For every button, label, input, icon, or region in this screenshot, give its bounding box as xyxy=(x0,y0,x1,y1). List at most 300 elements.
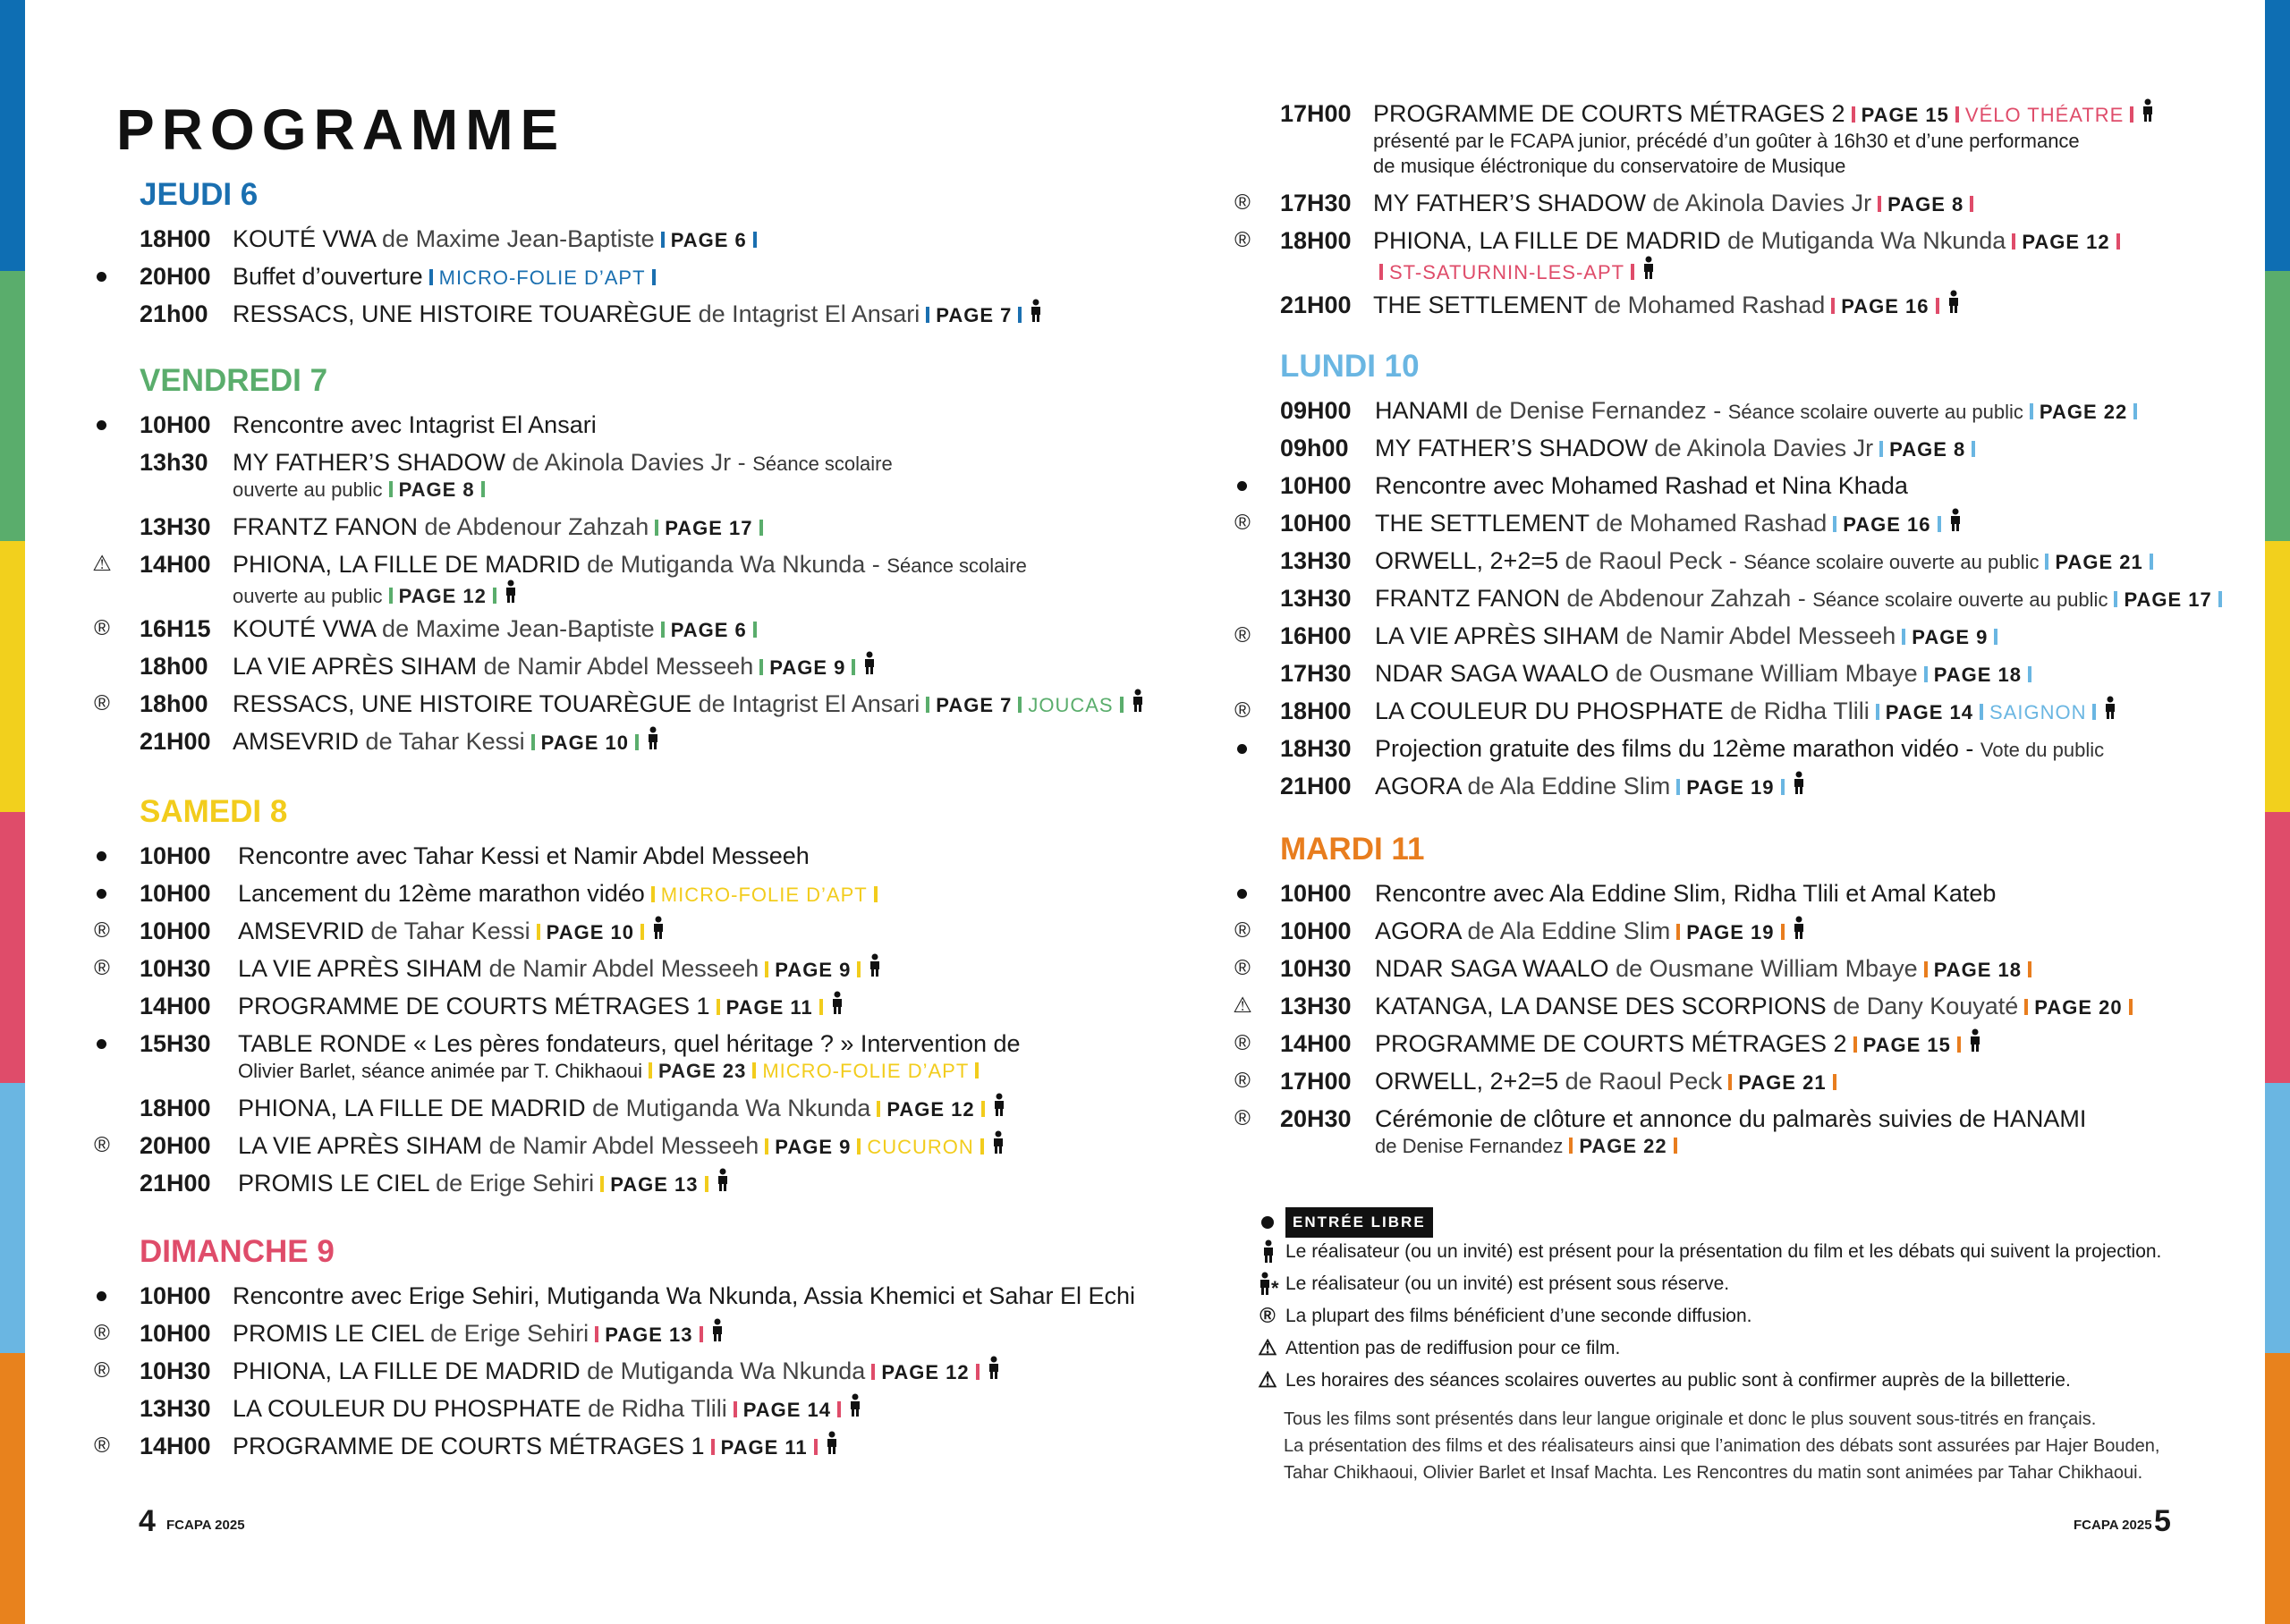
event-body xyxy=(1375,621,2004,653)
event-title: PROMIS LE CIEL xyxy=(238,1170,429,1197)
time-label: 18H00 xyxy=(140,225,211,252)
time-label: 13H30 xyxy=(140,513,211,540)
page-ref: PAGE 23 xyxy=(658,1060,747,1082)
director-present-icon xyxy=(1030,299,1042,331)
rebroadcast-icon: ® xyxy=(1234,1069,1251,1093)
separator-bar xyxy=(1936,298,1939,314)
time-label: 13H30 xyxy=(140,1395,211,1422)
time-label: 21H00 xyxy=(1280,773,1352,799)
event-director: de Intagrist El Ansari xyxy=(698,690,920,717)
page-ref: PAGE 6 xyxy=(670,229,747,251)
time-label: 21H00 xyxy=(140,728,211,755)
director-present-icon xyxy=(652,916,665,948)
event-body xyxy=(1375,878,1996,909)
separator-bar xyxy=(852,659,855,675)
time-label: 10H30 xyxy=(140,1358,211,1384)
time-label: 18H00 xyxy=(140,1095,211,1121)
event-title: AGORA xyxy=(1375,773,1462,799)
event-title: Lancement du 12ème marathon vidéo xyxy=(238,880,645,907)
time-label: 10H00 xyxy=(140,842,211,869)
separator-bar xyxy=(2045,554,2048,570)
event-title: PHIONA, LA FILLE DE MADRID xyxy=(238,1095,586,1121)
director-maybe-icon xyxy=(1257,1272,1278,1301)
separator-bar xyxy=(1957,1036,1961,1053)
page-ref: PAGE 9 xyxy=(769,656,846,679)
director-present-icon xyxy=(1949,508,1962,540)
event-body xyxy=(238,916,665,948)
event-title: Rencontre avec Mohamed Rashad et Nina Khada xyxy=(1375,472,1908,499)
stripe-segment xyxy=(0,1353,25,1624)
separator-bar xyxy=(2129,999,2133,1015)
separator-bar xyxy=(717,999,720,1015)
director-present-icon xyxy=(2104,696,2116,728)
page-ref: PAGE 9 xyxy=(775,959,852,981)
event-title: THE SETTLEMENT xyxy=(1373,292,1588,318)
page-title: PROGRAMME xyxy=(116,97,566,162)
separator-bar xyxy=(481,481,485,497)
warning-icon: ⚠ xyxy=(1258,1368,1277,1392)
separator-bar xyxy=(1728,1074,1732,1090)
day-heading: JEUDI 6 xyxy=(140,177,259,212)
event-title: Rencontre avec Tahar Kessi et Namir Abdel Messeeh xyxy=(238,842,810,869)
event-title: LA VIE APRÈS SIHAM xyxy=(1375,622,1620,649)
page-ref: PAGE 22 xyxy=(2039,401,2128,423)
page-ref: PAGE 17 xyxy=(665,517,753,539)
time-label: 18H00 xyxy=(1280,698,1352,724)
event-title: PHIONA, LA FILLE DE MADRID xyxy=(1373,227,1721,254)
legend-text: ENTRÉE LIBRE xyxy=(1285,1207,1433,1238)
left-color-stripe xyxy=(0,0,25,1624)
legend-text: Attention pas de rediffusion pour ce film. xyxy=(1285,1338,1621,1358)
event-title: Rencontre avec Intagrist El Ansari xyxy=(233,411,597,438)
event-director: de Akinola Davies Jr xyxy=(1654,435,1874,461)
day-heading: VENDREDI 7 xyxy=(140,363,328,398)
event-title: Projection gratuite des films du 12ème marathon vidéo - xyxy=(1375,735,1974,762)
time-label: 14H00 xyxy=(140,1433,211,1459)
stripe-segment xyxy=(2265,541,2290,812)
event-director: de Raoul Peck xyxy=(1565,1068,1723,1095)
page-ref: PAGE 10 xyxy=(546,921,634,943)
separator-bar xyxy=(389,588,393,604)
time-label: 21H00 xyxy=(140,1170,211,1197)
event-body xyxy=(1375,991,2139,1023)
time-label: 20H00 xyxy=(140,263,211,290)
event-body xyxy=(1375,1066,1843,1098)
separator-bar xyxy=(1833,1074,1836,1090)
event-title: AMSEVRID xyxy=(238,918,365,944)
separator-bar xyxy=(2133,403,2137,419)
rebroadcast-icon: ® xyxy=(94,1133,110,1157)
event-title: FRANTZ FANON xyxy=(233,513,418,540)
event-body xyxy=(233,261,662,293)
separator-bar xyxy=(1924,666,1928,682)
event-director: de Akinola Davies Jr xyxy=(1652,190,1872,216)
right-color-stripe xyxy=(2265,0,2290,1624)
event-body xyxy=(233,549,1027,581)
separator-bar xyxy=(1853,1036,1857,1053)
page-ref: PAGE 13 xyxy=(610,1173,699,1196)
event-title: MY FATHER’S SHADOW xyxy=(1373,190,1647,216)
event-note: Séance scolaire ouverte au public xyxy=(1812,588,2108,611)
separator-bar xyxy=(2114,591,2117,607)
legend-text: Le réalisateur (ou un invité) est présent sous réserve. xyxy=(1285,1273,1730,1294)
page-ref: PAGE 6 xyxy=(670,619,747,641)
event-title: TABLE RONDE « Les pères fondateurs, quel héritage ? » Intervention de xyxy=(238,1030,1021,1057)
page-ref: PAGE 7 xyxy=(936,694,1013,716)
separator-bar xyxy=(2092,704,2096,720)
director-present-icon xyxy=(1793,916,1805,948)
page-ref: PAGE 21 xyxy=(1738,1071,1827,1094)
event-body xyxy=(1375,771,1805,803)
rebroadcast-icon: ® xyxy=(94,1321,110,1345)
separator-bar xyxy=(595,1326,598,1342)
event-body xyxy=(1375,508,1962,540)
time-label: 20H30 xyxy=(1280,1105,1352,1132)
rebroadcast-icon: ® xyxy=(1234,190,1251,215)
event-body xyxy=(233,447,893,479)
event-title: Rencontre avec Ala Eddine Slim, Ridha Tlili et Amal Kateb xyxy=(1375,880,1997,907)
warning-icon: ⚠ xyxy=(1233,994,1252,1018)
day-heading: SAMEDI 8 xyxy=(140,794,288,829)
director-present-icon xyxy=(992,1130,1005,1163)
event-title: MY FATHER’S SHADOW xyxy=(233,449,506,476)
time-label: 10H00 xyxy=(140,880,211,907)
event-title: KOUTÉ VWA xyxy=(233,615,376,642)
page-ref: PAGE 20 xyxy=(2034,996,2123,1019)
event-continuation xyxy=(1373,129,2080,154)
separator-bar xyxy=(1852,106,1855,123)
event-title: LA VIE APRÈS SIHAM xyxy=(233,653,478,680)
separator-bar xyxy=(837,1401,841,1417)
separator-bar xyxy=(976,1364,980,1380)
page-ref: PAGE 14 xyxy=(742,1399,832,1421)
event-director: de Ala Eddine Slim xyxy=(1467,918,1671,944)
stripe-segment xyxy=(0,1083,25,1354)
event-director: de Maxime Jean-Baptiste xyxy=(382,225,655,252)
separator-bar xyxy=(926,307,929,323)
event-title: LA COULEUR DU PHOSPHATE xyxy=(233,1395,581,1422)
event-body xyxy=(1375,1104,2086,1134)
event-continuation xyxy=(1373,256,1655,285)
separator-bar xyxy=(1972,441,1975,457)
separator-bar xyxy=(1676,924,1680,940)
rebroadcast-icon: ® xyxy=(1234,918,1251,943)
separator-bar xyxy=(711,1439,715,1455)
director-present-icon xyxy=(1947,290,1960,322)
director-present-icon xyxy=(831,991,844,1023)
separator-bar xyxy=(661,232,665,248)
event-title: MY FATHER’S SHADOW xyxy=(1375,435,1649,461)
page-ref: PAGE 9 xyxy=(1912,626,1989,648)
rebroadcast-icon: ® xyxy=(1234,511,1251,535)
page-ref: PAGE 8 xyxy=(1889,438,1966,461)
separator-bar xyxy=(734,1401,737,1417)
separator-bar xyxy=(814,1439,818,1455)
event-title: LA VIE APRÈS SIHAM xyxy=(238,955,483,982)
page-ref: PAGE 15 xyxy=(1861,104,1949,126)
event-title: HANAMI xyxy=(1375,397,1470,424)
separator-bar xyxy=(1955,106,1959,123)
time-label: 14H00 xyxy=(140,551,211,578)
separator-bar xyxy=(857,1138,861,1155)
separator-bar xyxy=(1876,704,1879,720)
event-director: de Ousmane William Mbaye xyxy=(1616,660,1918,687)
time-label: 21H00 xyxy=(1280,292,1352,318)
director-present-icon xyxy=(1793,771,1805,803)
event-body xyxy=(1375,395,2143,427)
time-label: 18H00 xyxy=(1280,227,1352,254)
time-label: 15H30 xyxy=(140,1030,211,1057)
director-present-icon xyxy=(1259,1272,1271,1301)
separator-bar xyxy=(2130,106,2133,123)
page-ref: PAGE 8 xyxy=(1887,193,1964,216)
time-label: 17H00 xyxy=(1280,100,1352,127)
director-present-icon xyxy=(1257,1239,1278,1269)
event-body xyxy=(1375,583,2228,615)
stripe-segment xyxy=(0,541,25,812)
event-body xyxy=(238,991,844,1023)
separator-bar xyxy=(661,622,665,638)
separator-bar xyxy=(2012,233,2015,250)
stripe-segment xyxy=(0,812,25,1083)
separator-bar xyxy=(1879,441,1883,457)
event-director: de Maxime Jean-Baptiste xyxy=(382,615,655,642)
event-note: Séance scolaire xyxy=(886,554,1027,577)
event-body xyxy=(1375,733,2104,765)
separator-bar xyxy=(1379,264,1383,280)
event-note: Séance scolaire ouverte au public xyxy=(1743,551,2040,573)
page-label-left: FCAPA 2025 xyxy=(166,1518,245,1533)
stripe-segment xyxy=(2265,1353,2290,1624)
rebroadcast-icon: ® xyxy=(94,691,110,715)
event-title: KOUTÉ VWA xyxy=(233,225,376,252)
event-body xyxy=(1375,658,2038,690)
event-title: NDAR SAGA WAALO xyxy=(1375,660,1609,687)
page-ref: PAGE 18 xyxy=(1933,664,2023,686)
page-ref: PAGE 15 xyxy=(1862,1034,1951,1056)
event-body xyxy=(233,726,659,758)
event-body xyxy=(238,878,884,910)
page-ref: PAGE 13 xyxy=(605,1324,693,1346)
continuation-text: présenté par le FCAPA junior, précédé d’un goûter à 16h30 et d’une performance xyxy=(1373,130,2080,152)
rebroadcast-icon: ® xyxy=(1234,1106,1251,1130)
event-director: de Ala Eddine Slim xyxy=(1467,773,1671,799)
time-label: 17H30 xyxy=(1280,190,1352,216)
event-body xyxy=(1373,98,2154,131)
event-continuation xyxy=(233,579,517,609)
rebroadcast-icon: ® xyxy=(94,918,110,943)
rebroadcast-icon: ® xyxy=(94,956,110,980)
rebroadcast-icon: ® xyxy=(1234,698,1251,723)
page-ref: PAGE 18 xyxy=(1933,959,2023,981)
director-present-icon xyxy=(2142,98,2154,131)
rebroadcast-icon: ® xyxy=(94,1434,110,1458)
event-director: de Akinola Davies Jr - xyxy=(512,449,746,476)
event-title: PROGRAMME DE COURTS MÉTRAGES 2 xyxy=(1373,100,1845,127)
event-body xyxy=(233,1356,1000,1388)
separator-bar xyxy=(1833,516,1836,532)
day-heading: MARDI 11 xyxy=(1280,832,1425,867)
event-title: Buffet d’ouverture xyxy=(233,263,423,290)
event-director: de Namir Abdel Messeeh xyxy=(488,955,759,982)
event-director: de Namir Abdel Messeeh xyxy=(483,653,754,680)
event-body xyxy=(233,1431,838,1463)
separator-bar xyxy=(1902,629,1905,645)
separator-bar xyxy=(1878,196,1881,212)
separator-bar xyxy=(2116,233,2120,250)
event-title: PROGRAMME DE COURTS MÉTRAGES 1 xyxy=(238,993,710,1019)
time-label: 10H00 xyxy=(140,918,211,944)
separator-bar xyxy=(759,520,763,536)
venue-name: JOUCAS xyxy=(1028,694,1114,716)
stripe-segment xyxy=(0,0,25,271)
separator-bar xyxy=(649,1062,652,1078)
rebroadcast-icon: ® xyxy=(94,616,110,640)
separator-bar xyxy=(1994,629,1997,645)
time-label: 10H30 xyxy=(140,955,211,982)
director-present-icon xyxy=(505,579,517,609)
separator-bar xyxy=(493,588,496,604)
separator-bar xyxy=(652,269,656,285)
page-number-left: 4 xyxy=(139,1504,156,1538)
separator-bar xyxy=(857,961,861,977)
legend-text: La plupart des films bénéficient d’une seconde diffusion. xyxy=(1285,1306,1752,1326)
asterisk-icon: * xyxy=(1271,1277,1279,1299)
page-ref: PAGE 11 xyxy=(720,1436,808,1459)
continuation-text: ouverte au public xyxy=(233,585,383,607)
event-body xyxy=(233,1318,724,1350)
separator-bar xyxy=(819,999,823,1015)
rebroadcast-icon: ® xyxy=(1234,623,1251,647)
event-title: PROGRAMME DE COURTS MÉTRAGES 2 xyxy=(1375,1030,1847,1057)
page-ref: PAGE 12 xyxy=(886,1098,975,1121)
time-label: 18h00 xyxy=(140,690,208,717)
separator-bar xyxy=(2030,403,2033,419)
separator-bar xyxy=(753,232,757,248)
time-label: 20H00 xyxy=(140,1132,211,1159)
time-label: 13h30 xyxy=(140,449,208,476)
event-director: de Tahar Kessi xyxy=(365,728,525,755)
director-present-icon xyxy=(869,953,881,985)
event-title: PROMIS LE CIEL xyxy=(233,1320,424,1347)
event-body xyxy=(233,512,769,544)
director-present-icon xyxy=(717,1168,729,1200)
separator-bar xyxy=(765,1138,768,1155)
event-title: Rencontre avec Erige Sehiri, Mutiganda Wa Nkunda, Assia Khemici et Sahar El Echi xyxy=(233,1282,1135,1309)
time-label: 09H00 xyxy=(1280,397,1352,424)
event-body xyxy=(233,1281,1135,1311)
event-body xyxy=(238,1168,729,1200)
page-ref: PAGE 12 xyxy=(398,585,487,607)
event-director: de Namir Abdel Messeeh xyxy=(488,1132,759,1159)
time-label: 10H00 xyxy=(140,1282,211,1309)
separator-bar xyxy=(980,1138,984,1155)
separator-bar xyxy=(700,1326,703,1342)
time-label: 14H00 xyxy=(1280,1030,1352,1057)
stripe-segment xyxy=(2265,271,2290,542)
event-director: de Mohamed Rashad xyxy=(1596,510,1828,537)
separator-bar xyxy=(635,734,639,750)
separator-bar xyxy=(765,961,768,977)
time-label: 13H30 xyxy=(1280,547,1352,574)
time-label: 17H00 xyxy=(1280,1068,1352,1095)
separator-bar xyxy=(2150,554,2153,570)
event-body xyxy=(1373,188,1980,220)
director-present-icon xyxy=(826,1431,838,1463)
director-present-icon xyxy=(1132,689,1144,721)
time-label: 10H00 xyxy=(140,1320,211,1347)
event-body xyxy=(233,1393,861,1425)
event-director: de Ousmane William Mbaye xyxy=(1616,955,1918,982)
event-director: de Abdenour Zahzah - xyxy=(1566,585,1806,612)
separator-bar xyxy=(2024,999,2028,1015)
stripe-segment xyxy=(2265,812,2290,1083)
separator-bar xyxy=(926,697,929,713)
separator-bar xyxy=(640,924,644,940)
event-body xyxy=(1375,916,1805,948)
separator-bar xyxy=(1631,264,1634,280)
event-title: LA COULEUR DU PHOSPHATE xyxy=(1375,698,1724,724)
page-ref: PAGE 21 xyxy=(2055,551,2143,573)
event-title: NDAR SAGA WAALO xyxy=(1375,955,1609,982)
director-present-icon xyxy=(711,1318,724,1350)
venue-name: MICRO-FOLIE D’APT xyxy=(762,1060,970,1082)
separator-bar xyxy=(981,1101,985,1117)
separator-bar xyxy=(1676,779,1680,795)
separator-bar xyxy=(1569,1138,1573,1154)
event-note: Vote du public xyxy=(1980,739,2105,761)
time-label: 18h00 xyxy=(140,653,208,680)
rebroadcast-icon: ® xyxy=(1234,1031,1251,1055)
separator-bar xyxy=(2218,591,2222,607)
separator-bar xyxy=(1980,704,1983,720)
venue-name: VÉLO THÉATRE xyxy=(1964,104,2125,126)
event-director: de Mutiganda Wa Nkunda xyxy=(587,1358,866,1384)
separator-bar xyxy=(975,1062,979,1078)
time-label: 10H00 xyxy=(1280,510,1352,537)
time-label: 16H15 xyxy=(140,615,211,642)
separator-bar xyxy=(537,924,540,940)
time-label: 21h00 xyxy=(140,300,208,327)
event-director: de Mutiganda Wa Nkunda - xyxy=(587,551,880,578)
page-ref: PAGE 19 xyxy=(1686,776,1775,799)
separator-bar xyxy=(752,1062,756,1078)
separator-bar xyxy=(753,622,757,638)
event-director: de Erige Sehiri xyxy=(436,1170,595,1197)
page-ref: PAGE 16 xyxy=(1841,295,1930,317)
event-body xyxy=(233,689,1144,721)
time-label: 10H00 xyxy=(1280,918,1352,944)
venue-name: ST-SATURNIN-LES-APT xyxy=(1389,261,1625,283)
event-body xyxy=(233,299,1042,331)
separator-bar xyxy=(1938,516,1941,532)
separator-bar xyxy=(759,659,763,675)
venue-name: MICRO-FOLIE D’APT xyxy=(438,266,646,289)
event-body xyxy=(233,410,597,440)
event-director: de Mutiganda Wa Nkunda xyxy=(1727,227,2006,254)
director-present-icon xyxy=(1262,1239,1275,1269)
time-label: 10H00 xyxy=(140,411,211,438)
page-ref: PAGE 7 xyxy=(936,304,1013,326)
event-director: de Ridha Tlili xyxy=(588,1395,727,1422)
event-body xyxy=(238,841,810,871)
director-present-icon xyxy=(988,1356,1000,1388)
event-title: PHIONA, LA FILLE DE MADRID xyxy=(233,1358,581,1384)
event-note: Séance scolaire xyxy=(752,453,893,475)
continuation-text: de Denise Fernandez xyxy=(1375,1135,1564,1157)
event-body xyxy=(1375,696,2116,728)
event-body xyxy=(233,224,763,256)
